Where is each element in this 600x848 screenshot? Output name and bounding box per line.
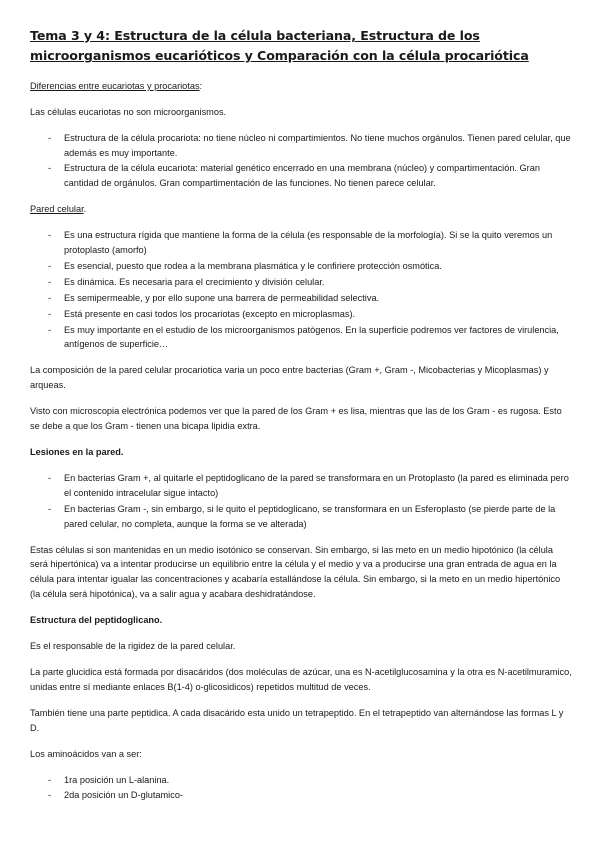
list-item: - En bacterias Gram +, al quitarle el peptidoglicano de la pared se transformara en un Protoplasto (la pared es eliminada pero el contenido intracelular sigue intacto) [30,471,572,501]
list-item: - Está presente en casi todos los procariotas (excepto en microplasmas). [30,307,572,322]
section-heading-peptidoglicano: Estructura del peptidoglicano. [30,615,163,626]
list-item: - Es semipermeable, y por ello supone una barrera de permeabilidad selectiva. [30,291,572,306]
list-pared [30,228,572,352]
paragraph: La parte glucidica está formada por disacáridos (dos moléculas de azúcar, una es N-acetilglucosamina y la otra es N-acetilmuramico, unidas entre sí mediante enlaces B(1-4) o-glicosidicos) repetidos multitud de veces. [30,666,572,692]
paragraph: También tiene una parte peptidica. A cada disacárido esta unido un tetrapeptido. En el tetrapeptido van alternándose las formas L y D. [30,707,564,733]
section-heading-lesiones: Lesiones en la pared. [30,447,124,457]
list-item: - Es una estructura rígida que mantiene la forma de la célula (es responsable de la morfología). Si se la quito veremos un protoplasto (amorfo) [30,228,572,258]
list-lesiones [30,471,572,532]
heading-text: Diferencias entre eucariotas y procariotas [30,80,200,91]
heading-suffix: : [199,80,203,91]
list-item: - Es esencial, puesto que rodea a la membrana plasmática y le confiriere protección osmótica. [30,259,572,274]
section-heading-pared [30,202,572,217]
paragraph: Los aminoácidos van a ser: [30,748,142,759]
title-line-2: microorganismos eucarióticos y Comparación con la célula procariótica [30,48,529,64]
heading-suffix: . [83,204,87,215]
list-item: - 2da posición un D-glutamico- [30,788,572,803]
title-line-1: Tema 3 y 4: Estructura de la célula bacteriana, Estructura de los [30,28,480,43]
paragraph: Visto con microscopia electrónica podemos ver que la pared de los Gram + es lisa, mientras que las de los Gram - es rugosa. Esto se debe a que los Gram - tienen una bicapa lipidia extra. [30,406,562,432]
list-item: - Es muy importante en el estudio de los microorganismos patógenos. En la superficie podremos ver factores de virulencia, antígenos de superficie… [30,323,572,353]
document-title [30,26,572,67]
paragraph: Estas células si son mantenidas en un medio isotónico se conservan. Sin embargo, si las meto en un medio hipotónico (la célula será hipertónica) va a intentar producirse un equilibrio entre la célula y el medio y va a producirse una gran entrada de agua en la célula para intentar igualar las concentraciones y acabaría estallándose la célula. Sin embargo, si la meto en un medio hipertónico (la célula será hipotónica), va a salir agua y acabara deshidratándose. [30,544,561,600]
paragraph: La composición de la pared celular procariotica varia un poco entre bacterias (Gram +, Gram -, Micobacterias y Micoplasmas) y arqueas. [30,365,549,391]
heading-text: Pared celular [30,204,84,215]
paragraph: Las células eucariotas no son microorganismos. [30,106,227,117]
list-diferencias [30,131,572,192]
paragraph: Es el responsable de la rigidez de la pared celular. [30,641,236,652]
list-aminoacidos [30,773,572,804]
list-item: - 1ra posición un L-alanina. [30,773,572,788]
list-item: - Es dinámica. Es necesaria para el crecimiento y división celular. [30,275,572,290]
list-item: - En bacterias Gram -, sin embargo, si le quito el peptidoglicano, se transformara en un Esferoplasto (se pierde parte de la pared celular, no completa, aunque la forma se ve alterada) [30,502,572,532]
section-heading-diferencias [30,79,572,94]
list-item: - Estructura de la célula procariota: no tiene núcleo ni compartimientos. No tiene muchos orgánulos. Tienen pared celular, que además es muy importante. [30,131,572,161]
list-item: - Estructura de la célula eucariota: material genético encerrado en una membrana (núcleo) y compartimentación. Gran cantidad de orgánulos. Gran compartimentación de las funciones. No tienen parece celular. [30,161,572,191]
